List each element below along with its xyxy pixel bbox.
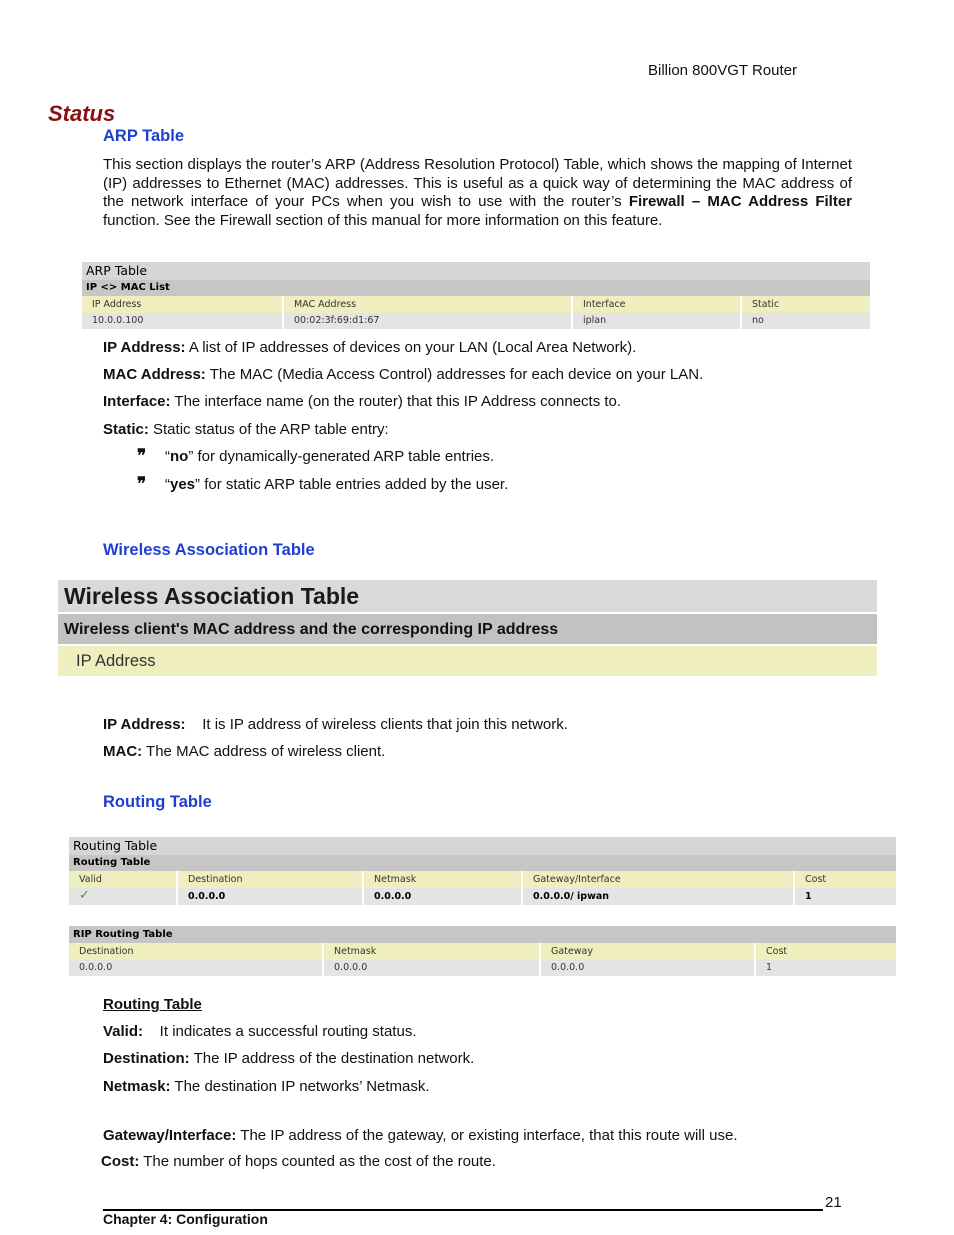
rip-table-subcaption: RIP Routing Table [69, 926, 896, 943]
routing-table-heading: Routing Table [103, 793, 212, 811]
arp-table-caption: ARP Table [82, 262, 870, 280]
routing-col-destination: Destination [177, 871, 363, 888]
def-static: Static: Static status of the ARP table entry: [103, 421, 389, 438]
rip-col-gateway: Gateway [540, 943, 755, 960]
def-valid: Valid: It indicates a successful routing status. [103, 1023, 417, 1040]
page-number: 21 [825, 1194, 842, 1211]
document-header: Billion 800VGT Router [648, 62, 797, 79]
routing-table-subcaption: Routing Table [69, 855, 896, 871]
routing-subheading: Routing Table [103, 996, 202, 1013]
valid-check-icon: ✓ [69, 888, 177, 905]
routing-col-valid: Valid [69, 871, 177, 888]
wireless-table-caption: Wireless Association Table [58, 580, 877, 614]
arp-col-ip: IP Address [82, 296, 283, 313]
routing-cell-gateway-interface: 0.0.0.0/ ipwan [522, 888, 794, 905]
rip-col-netmask: Netmask [323, 943, 540, 960]
bullet-quote-icon: ❞ [137, 446, 147, 466]
def-wireless-mac: MAC: The MAC address of wireless client. [103, 743, 386, 760]
arp-table-subcaption: IP <> MAC List [82, 280, 870, 296]
bullet-quote-icon: ❞ [137, 474, 147, 494]
routing-table-header-row [69, 871, 896, 888]
list-item: ❞ “yes” for static ARP table entries added by the user. [137, 474, 509, 494]
section-title: Status [48, 101, 116, 126]
routing-cell-destination: 0.0.0.0 [177, 888, 363, 905]
arp-table-header-row [82, 296, 870, 313]
def-interface: Interface: The interface name (on the router) that this IP Address connects to. [103, 393, 622, 410]
wireless-association-table [58, 580, 877, 676]
def-destination: Destination: The IP address of the destination network. [103, 1050, 475, 1067]
routing-table-caption: Routing Table [69, 837, 896, 855]
list-item: ❞ “no” for dynamically-generated ARP table entries. [137, 446, 495, 466]
routing-cell-netmask: 0.0.0.0 [363, 888, 522, 905]
wireless-table-subcaption: Wireless client's MAC address and the corresponding IP address [58, 614, 877, 646]
routing-table [69, 837, 896, 905]
routing-col-gateway-interface: Gateway/Interface [522, 871, 794, 888]
table-row [69, 888, 896, 905]
arp-col-interface: Interface [572, 296, 741, 313]
arp-description: This section displays the router’s ARP (Address Resolution Protocol) Table, which shows the mapping of Internet (IP) addresses to Ethernet (MAC) addresses. This is useful as a quick way of determining the MAC address of the network interface of your PCs when you wish to use with the router’s Firewall – MAC Address Filter function. See the Firewall section of this manual for more information on this feature. [103, 156, 853, 229]
rip-routing-table [69, 926, 896, 976]
rip-col-cost: Cost [755, 943, 896, 960]
arp-cell-mac: 00:02:3f:69:d1:67 [283, 313, 572, 329]
rip-cell-cost: 1 [755, 960, 896, 976]
routing-cell-cost: 1 [794, 888, 896, 905]
arp-table-heading: ARP Table [103, 127, 184, 145]
def-gateway-interface: Gateway/Interface: The IP address of the gateway, or existing interface, that this route will use. [103, 1127, 738, 1144]
rip-cell-gateway: 0.0.0.0 [540, 960, 755, 976]
arp-table [82, 262, 870, 329]
footer-chapter: Chapter 4: Configuration [103, 1211, 268, 1227]
rip-cell-netmask: 0.0.0.0 [323, 960, 540, 976]
routing-col-netmask: Netmask [363, 871, 522, 888]
def-netmask: Netmask: The destination IP networks’ Netmask. [103, 1078, 430, 1095]
wireless-col-ip: IP Address [58, 646, 877, 676]
def-mac-address: MAC Address: The MAC (Media Access Control) addresses for each device on your LAN. [103, 366, 704, 383]
rip-col-destination: Destination [69, 943, 323, 960]
def-wireless-ip: IP Address: It is IP address of wireless clients that join this network. [103, 716, 568, 733]
def-cost: Cost: The number of hops counted as the cost of the route. [101, 1153, 496, 1170]
arp-cell-interface: iplan [572, 313, 741, 329]
wireless-table-heading: Wireless Association Table [103, 541, 315, 559]
arp-col-static: Static [741, 296, 870, 313]
arp-col-mac: MAC Address [283, 296, 572, 313]
rip-table-header-row [69, 943, 896, 960]
def-ip-address: IP Address: A list of IP addresses of devices on your LAN (Local Area Network). [103, 339, 637, 356]
arp-cell-ip: 10.0.0.100 [82, 313, 283, 329]
table-row [69, 960, 896, 976]
table-row [82, 313, 870, 329]
arp-cell-static: no [741, 313, 870, 329]
routing-col-cost: Cost [794, 871, 896, 888]
rip-cell-destination: 0.0.0.0 [69, 960, 323, 976]
